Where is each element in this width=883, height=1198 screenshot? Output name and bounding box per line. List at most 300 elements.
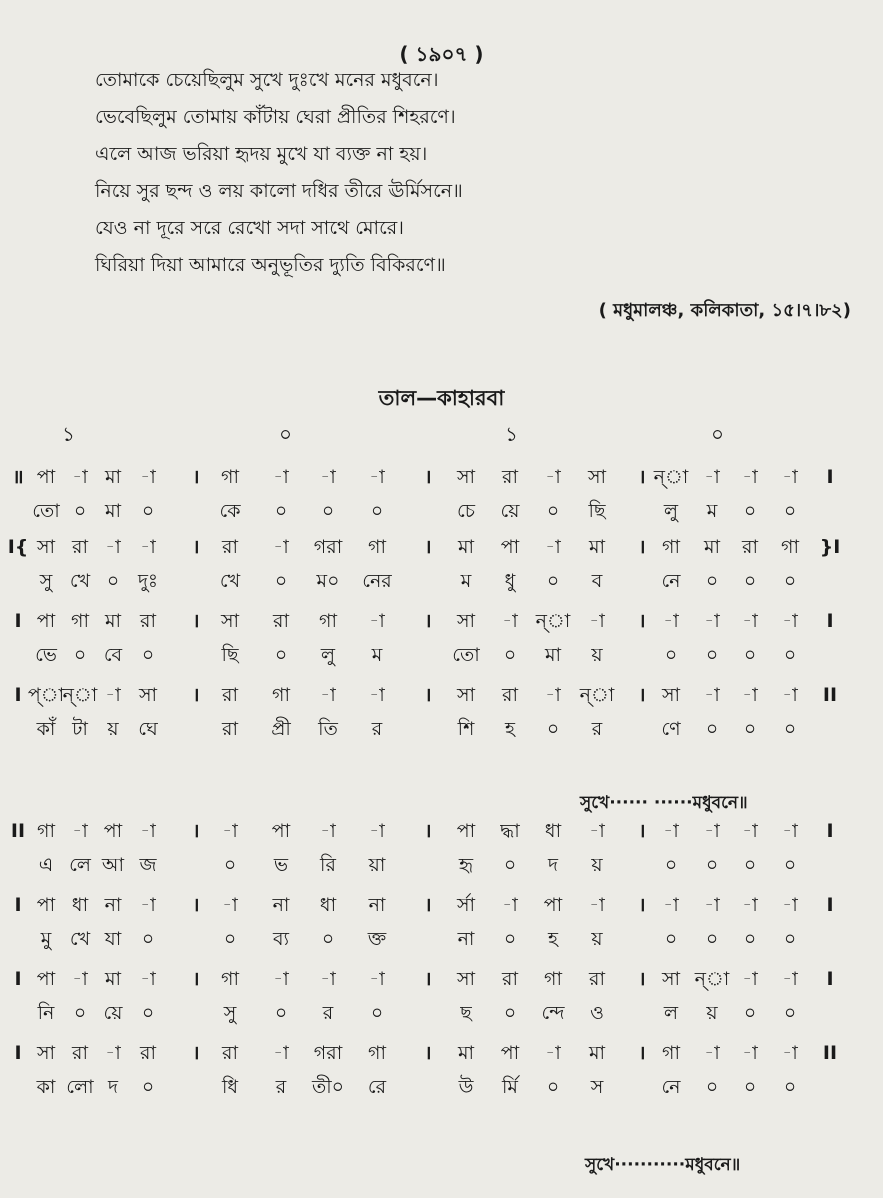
syllable-cell: ০ <box>141 928 155 950</box>
swara-cell: । <box>424 684 432 706</box>
swara-cell: -া <box>72 968 88 990</box>
swara-cell: }I <box>819 536 841 558</box>
bol-marker: ১ <box>505 422 518 446</box>
swara-cell: সা <box>36 1042 56 1064</box>
swara-cell: রা <box>742 536 758 558</box>
swara-cell: পা <box>36 968 56 990</box>
swara-cell: । <box>192 820 200 842</box>
swara-cell: -া <box>273 466 289 488</box>
swara-cell: । <box>638 536 646 558</box>
syllable-cell: ০ <box>705 570 719 592</box>
swara-cell: -া <box>105 1042 121 1064</box>
swara-cell: মা <box>457 536 475 558</box>
swara-cell: -া <box>320 968 336 990</box>
syllable-cell: ০ <box>141 1076 155 1098</box>
syllable-cell: ০ <box>743 854 757 876</box>
syllable-cell: ০ <box>546 570 560 592</box>
syllable-cell: স <box>590 1076 604 1098</box>
swara-cell: রা <box>140 1042 156 1064</box>
swara-cell: র্সা <box>456 894 476 916</box>
swara-cell: I <box>826 968 834 990</box>
swara-cell: সা <box>661 684 681 706</box>
swara-cell: । <box>638 894 646 916</box>
syllable-cell: ০ <box>73 500 87 522</box>
syllable-cell: ছি <box>221 644 239 666</box>
lyric-syllable-row <box>0 922 883 956</box>
syllable-cell: লে <box>69 854 91 876</box>
notation-row <box>0 1036 883 1070</box>
swara-cell: মা <box>104 466 122 488</box>
syllable-cell: ০ <box>370 1002 384 1024</box>
refrain-note: সুখে···········মধুবনে॥ <box>585 1155 741 1175</box>
swara-cell: রা <box>72 1042 88 1064</box>
swara-cell: ন্‌া <box>653 466 689 488</box>
swara-cell: -া <box>742 684 758 706</box>
swara-cell: -া <box>105 536 121 558</box>
syllable-cell: ০ <box>743 928 757 950</box>
bol-marker: ১ <box>62 422 75 446</box>
lyric-syllable-row <box>0 564 883 598</box>
syllable-cell: তো <box>452 644 480 666</box>
syllable-cell: ০ <box>503 1002 517 1024</box>
swara-cell: -া <box>742 820 758 842</box>
syllable-cell: ০ <box>546 500 560 522</box>
syllable-cell: মা <box>544 644 562 666</box>
syllable-cell: ব <box>591 570 603 592</box>
swara-cell: I <box>826 466 834 488</box>
swara-cell: -া <box>273 968 289 990</box>
swara-cell: রা <box>502 684 518 706</box>
swara-cell: -া <box>545 1042 561 1064</box>
syllable-cell: ও <box>590 1002 604 1024</box>
swara-cell: । <box>192 1042 200 1064</box>
syllable-cell: দুঃ <box>137 570 159 592</box>
swara-cell: সা <box>220 610 240 632</box>
swara-cell: -া <box>140 536 156 558</box>
swara-cell: -া <box>589 894 605 916</box>
swara-cell: I <box>14 968 22 990</box>
syllable-cell: য়ে <box>500 500 520 522</box>
swara-cell: সা <box>138 684 158 706</box>
swara-cell: -া <box>782 894 798 916</box>
swara-cell: ন্‌া <box>579 684 615 706</box>
swara-cell: । <box>424 820 432 842</box>
syllable-cell: ম <box>460 570 472 592</box>
syllable-cell: দ <box>548 854 558 876</box>
syllable-cell: ০ <box>783 570 797 592</box>
swara-cell: গা <box>221 466 239 488</box>
lyric-line: ভেবেছিলুম তোমায় কাঁটায় ঘেরা প্রীতির শিহরণে। <box>95 106 456 128</box>
syllable-cell: ০ <box>783 928 797 950</box>
swara-cell: গা <box>662 536 680 558</box>
swara-cell: -া <box>704 610 720 632</box>
swara-cell: II <box>822 684 838 706</box>
syllable-cell: রি <box>320 854 336 876</box>
swara-cell: ন্‌া <box>535 610 571 632</box>
swara-cell: -া <box>72 820 88 842</box>
syllable-cell: মু <box>40 928 52 950</box>
syllable-cell: ক্ত <box>367 928 387 950</box>
syllable-cell: ০ <box>546 1076 560 1098</box>
swara-cell: সা <box>456 610 476 632</box>
syllable-cell: ০ <box>705 644 719 666</box>
swara-cell: । <box>638 820 646 842</box>
swara-cell: সা <box>587 466 607 488</box>
syllable-cell: ভে <box>35 644 57 666</box>
swara-cell: । <box>192 968 200 990</box>
swara-cell: I <box>14 684 22 706</box>
swara-cell: গা <box>71 610 89 632</box>
syllable-cell: ধু <box>504 570 516 592</box>
swara-cell: রা <box>502 466 518 488</box>
syllable-cell: হ <box>548 928 558 950</box>
syllable-cell: সু <box>39 570 53 592</box>
syllable-cell: ০ <box>141 500 155 522</box>
swara-cell: গা <box>662 1042 680 1064</box>
syllable-cell: হ <box>505 718 515 740</box>
lyric-syllable-row <box>0 996 883 1030</box>
swara-cell: পা <box>36 610 56 632</box>
notation-row <box>0 530 883 564</box>
swara-cell: II <box>10 820 26 842</box>
syllable-cell: ০ <box>743 1076 757 1098</box>
syllable-cell: ০ <box>783 644 797 666</box>
swara-cell: সা <box>456 684 476 706</box>
syllable-cell: ০ <box>274 644 288 666</box>
swara-cell: মা <box>703 536 721 558</box>
swara-cell: । <box>638 1042 646 1064</box>
swara-cell: । <box>192 894 200 916</box>
swara-cell: রা <box>589 968 605 990</box>
syllable-cell: ন্দে <box>541 1002 565 1024</box>
syllable-cell: ০ <box>141 1002 155 1024</box>
swara-cell: -া <box>140 820 156 842</box>
syllable-cell: ০ <box>223 928 237 950</box>
syllable-cell: দ <box>108 1076 118 1098</box>
syllable-cell: লো <box>66 1076 94 1098</box>
syllable-cell: প্রী <box>271 718 291 740</box>
syllable-cell: নে <box>661 1076 681 1098</box>
swara-cell: । <box>638 684 646 706</box>
swara-cell: না <box>368 894 386 916</box>
swara-cell: গরা <box>313 1042 343 1064</box>
lyric-line: তোমাকে চেয়েছিলুম সুখে দুঃখে মনের মধুবনে। <box>95 69 439 91</box>
swara-cell: সা <box>456 466 476 488</box>
syllable-cell: যা <box>104 928 122 950</box>
notation-row <box>0 604 883 638</box>
swara-cell: I{ <box>7 536 29 558</box>
swara-cell: I <box>826 610 834 632</box>
syllable-cell: কাঁ <box>36 718 56 740</box>
syllable-cell: ছি <box>588 500 606 522</box>
swara-cell: -া <box>742 968 758 990</box>
swara-cell: I <box>826 894 834 916</box>
swara-cell: I <box>14 610 22 632</box>
swara-cell: -া <box>782 820 798 842</box>
swara-cell: গা <box>272 684 290 706</box>
swara-cell: -া <box>140 968 156 990</box>
swara-cell: পা <box>456 820 476 842</box>
swara-cell: । <box>192 684 200 706</box>
swara-cell: গা <box>319 610 337 632</box>
swara-cell: গা <box>368 1042 386 1064</box>
notation-row <box>0 888 883 922</box>
swara-cell: -া <box>589 610 605 632</box>
swara-cell: -া <box>369 968 385 990</box>
syllable-cell: য় <box>107 718 119 740</box>
taal-heading: তাল—কাহারবা <box>378 386 505 410</box>
swara-cell: রা <box>72 536 88 558</box>
swara-cell: গা <box>221 968 239 990</box>
syllable-cell: ০ <box>274 500 288 522</box>
swara-cell: মা <box>588 536 606 558</box>
syllable-cell: সু <box>223 1002 237 1024</box>
syllable-cell: ০ <box>664 928 678 950</box>
syllable-cell: খে <box>69 570 91 592</box>
syllable-cell: কে <box>219 500 241 522</box>
syllable-cell: তী০ <box>311 1076 345 1098</box>
syllable-cell: মা <box>104 500 122 522</box>
notation-row <box>0 962 883 996</box>
swara-cell: -া <box>72 466 88 488</box>
syllable-cell: ০ <box>503 644 517 666</box>
swara-cell: ॥ <box>12 466 24 488</box>
swara-cell: সা <box>36 536 56 558</box>
syllable-cell: না <box>457 928 475 950</box>
syllable-cell: এ <box>38 854 54 876</box>
syllable-cell: ০ <box>743 570 757 592</box>
swara-cell: -া <box>105 684 121 706</box>
syllable-cell: বে <box>103 644 123 666</box>
notation-row <box>0 678 883 712</box>
syllable-cell: ০ <box>370 500 384 522</box>
syllable-cell: য়ে <box>103 1002 123 1024</box>
swara-cell: -া <box>704 684 720 706</box>
swara-cell: না <box>104 894 122 916</box>
syllable-cell: ০ <box>705 718 719 740</box>
syllable-cell: ০ <box>664 644 678 666</box>
syllable-cell: নের <box>362 570 392 592</box>
swara-cell: -া <box>704 466 720 488</box>
lyric-syllable-row <box>0 494 883 528</box>
syllable-cell: র্মি <box>502 1076 518 1098</box>
bol-marker: ০ <box>279 422 293 446</box>
swara-cell: -া <box>663 894 679 916</box>
swara-cell: ধা <box>71 894 89 916</box>
source-citation: ( মধুমালঞ্চ, কলিকাতা, ১৫।৭।৮২) <box>598 300 851 321</box>
swara-cell: মা <box>104 610 122 632</box>
syllable-cell: রে <box>367 1076 387 1098</box>
lyric-line: যেও না দূরে সরে রেখো সদা সাথে মোরে। <box>95 217 404 239</box>
swara-cell: । <box>424 610 432 632</box>
syllable-cell: ০ <box>783 718 797 740</box>
syllable-cell: তো <box>32 500 60 522</box>
song-lyrics <box>95 62 463 284</box>
syllable-cell: লু <box>663 500 679 522</box>
syllable-cell: ০ <box>321 928 335 950</box>
swara-cell: রা <box>273 610 289 632</box>
syllable-cell: ল <box>663 1002 679 1024</box>
lyric-syllable-row <box>0 638 883 672</box>
swara-cell: -া <box>782 968 798 990</box>
syllable-cell: ০ <box>783 500 797 522</box>
swara-cell: -া <box>545 536 561 558</box>
swara-cell: -া <box>782 466 798 488</box>
swara-cell: পা <box>271 820 291 842</box>
swara-cell: -া <box>704 1042 720 1064</box>
lyric-line: এলে আজ ভরিয়া হৃদয় মুখে যা ব্যক্ত না হয়। <box>95 143 428 165</box>
syllable-cell: ণে <box>661 718 681 740</box>
swara-cell: গা <box>544 968 562 990</box>
swara-cell: -া <box>502 894 518 916</box>
syllable-cell: নে <box>661 570 681 592</box>
syllable-cell: ০ <box>503 928 517 950</box>
syllable-cell: ০ <box>743 500 757 522</box>
syllable-cell: ০ <box>664 854 678 876</box>
swara-cell: ন্‌া <box>694 968 730 990</box>
syllable-cell: নি <box>37 1002 55 1024</box>
swara-cell: -া <box>369 466 385 488</box>
swara-cell: রা <box>502 968 518 990</box>
swara-cell: -া <box>502 610 518 632</box>
notation-row <box>0 814 883 848</box>
swara-cell: -া <box>589 820 605 842</box>
swara-cell: I <box>14 1042 22 1064</box>
syllable-cell: ম <box>371 644 383 666</box>
syllable-cell: ব্য <box>272 928 290 950</box>
swara-cell: ধা <box>544 820 562 842</box>
swara-cell: -া <box>273 1042 289 1064</box>
syllable-cell: উ <box>458 1076 474 1098</box>
swara-cell: -া <box>369 820 385 842</box>
swara-cell: না <box>272 894 290 916</box>
syllable-cell: ০ <box>743 718 757 740</box>
swara-cell: I <box>826 820 834 842</box>
syllable-cell: ছ <box>460 1002 472 1024</box>
swara-cell: -া <box>742 610 758 632</box>
swara-cell: প্‌া <box>27 684 65 706</box>
syllable-cell: ০ <box>783 854 797 876</box>
swara-cell: দ্ধা <box>500 820 520 842</box>
syllable-cell: ০ <box>274 570 288 592</box>
swara-cell: -া <box>140 466 156 488</box>
swara-cell: । <box>638 466 646 488</box>
swara-cell: রা <box>222 1042 238 1064</box>
swara-cell: -া <box>742 894 758 916</box>
swara-cell: পা <box>36 894 56 916</box>
syllable-cell: ০ <box>705 928 719 950</box>
syllable-cell: ০ <box>705 854 719 876</box>
swara-cell: । <box>424 1042 432 1064</box>
syllable-cell: ০ <box>106 570 120 592</box>
syllable-cell: ০ <box>783 1002 797 1024</box>
swara-cell: -া <box>320 466 336 488</box>
notation-row <box>0 460 883 494</box>
syllable-cell: ০ <box>223 854 237 876</box>
swara-cell: -া <box>782 684 798 706</box>
swara-cell: মা <box>457 1042 475 1064</box>
syllable-cell: র <box>275 1076 287 1098</box>
syllable-cell: র <box>371 718 383 740</box>
syllable-cell: ০ <box>73 1002 87 1024</box>
swara-cell: গা <box>368 536 386 558</box>
swara-cell: গরা <box>313 536 343 558</box>
syllable-cell: শি <box>457 718 475 740</box>
swara-cell: -া <box>222 820 238 842</box>
swara-cell: । <box>192 536 200 558</box>
lyric-line: নিয়ে সুর ছন্দ ও লয় কালো দধির তীরে ঊর্মিসনে॥ <box>95 180 463 202</box>
swara-cell: -া <box>273 536 289 558</box>
syllable-cell: ০ <box>546 718 560 740</box>
syllable-cell: য় <box>591 928 603 950</box>
syllable-cell: র <box>322 1002 334 1024</box>
swara-cell: । <box>424 968 432 990</box>
swara-cell: ন্‌া <box>62 684 98 706</box>
swara-cell: গা <box>781 536 799 558</box>
syllable-cell: ধি <box>221 1076 239 1098</box>
syllable-cell: চে <box>457 500 475 522</box>
syllable-cell: লু <box>320 644 336 666</box>
syllable-cell: টা <box>72 718 88 740</box>
page-number: ( ১৯০৭ ) <box>399 42 484 66</box>
swara-cell: । <box>424 466 432 488</box>
swara-cell: -া <box>320 820 336 842</box>
swara-cell: -া <box>222 894 238 916</box>
syllable-cell: য়া <box>368 854 386 876</box>
syllable-cell: য় <box>706 1002 718 1024</box>
swara-cell: পা <box>500 1042 520 1064</box>
syllable-cell: ০ <box>321 500 335 522</box>
syllable-cell: ০ <box>783 1076 797 1098</box>
syllable-cell: য় <box>591 644 603 666</box>
syllable-cell: ০ <box>73 644 87 666</box>
swara-cell: সা <box>456 968 476 990</box>
swara-cell: -া <box>704 894 720 916</box>
syllable-cell: হৃ <box>458 854 474 876</box>
syllable-cell: ভ <box>273 854 289 876</box>
syllable-cell: আ <box>101 854 125 876</box>
swara-cell: ধা <box>319 894 337 916</box>
swara-cell: -া <box>704 820 720 842</box>
swara-cell: -া <box>369 610 385 632</box>
lyric-syllable-row <box>0 1070 883 1104</box>
notation-table <box>0 460 883 1180</box>
swara-cell: পা <box>500 536 520 558</box>
swara-cell: -া <box>140 894 156 916</box>
lyric-line: ঘিরিয়া দিয়া আমারে অনুভূতির দ্যুতি বিকিরণে॥ <box>95 254 446 276</box>
swara-cell: মা <box>588 1042 606 1064</box>
syllable-cell: ঘে <box>138 718 158 740</box>
swara-cell: -া <box>663 610 679 632</box>
syllable-cell: কা <box>36 1076 56 1098</box>
syllable-cell: ০ <box>705 1076 719 1098</box>
bol-marker: ০ <box>711 422 725 446</box>
swara-cell: সা <box>661 968 681 990</box>
swara-cell: রা <box>222 536 238 558</box>
syllable-cell: র <box>591 718 603 740</box>
swara-cell: । <box>424 894 432 916</box>
swara-cell: -া <box>742 1042 758 1064</box>
swara-cell: । <box>424 536 432 558</box>
syllable-cell: ০ <box>743 1002 757 1024</box>
swara-cell: । <box>638 968 646 990</box>
syllable-cell: জ <box>139 854 157 876</box>
swara-cell: -া <box>663 820 679 842</box>
swara-cell: রা <box>222 684 238 706</box>
swara-cell: -া <box>742 466 758 488</box>
syllable-cell: ০ <box>503 854 517 876</box>
swara-cell: । <box>638 610 646 632</box>
